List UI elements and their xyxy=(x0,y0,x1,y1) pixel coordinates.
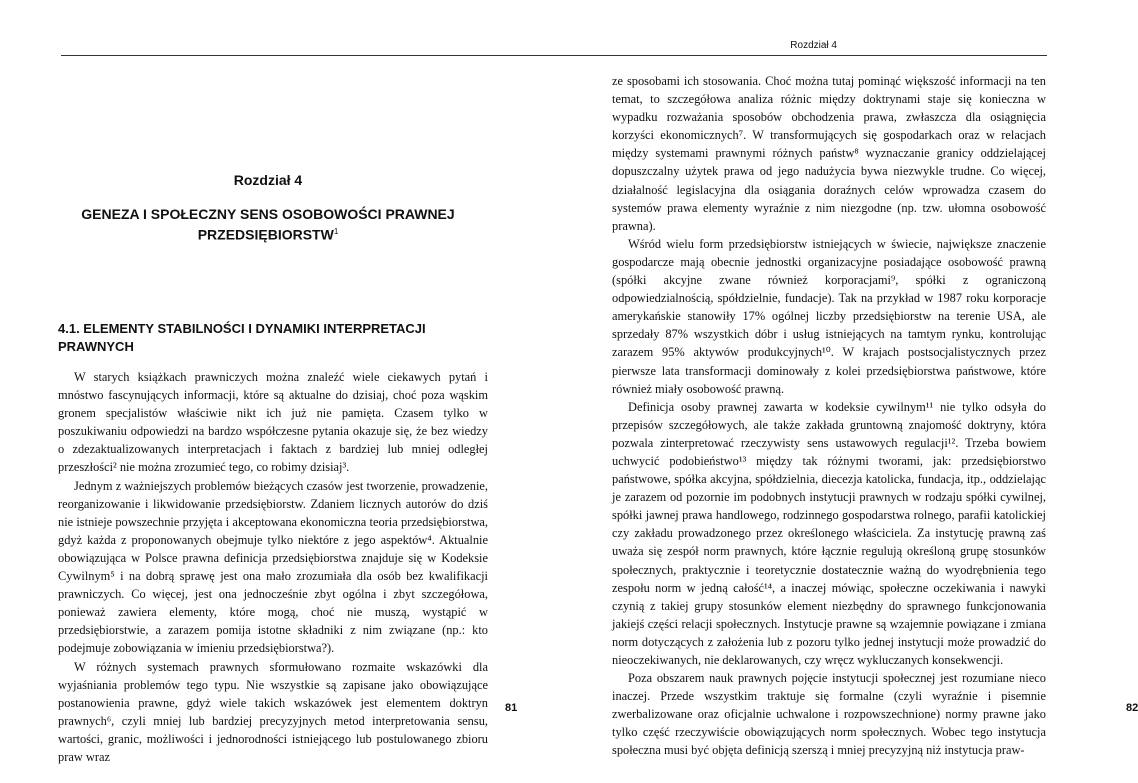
running-header-text: Rozdział 4 xyxy=(790,40,837,51)
paragraph: Definicja osoby prawnej zawarta w kodeksie cywilnym¹¹ nie tylko odsyła do przepisów szczegółowych, ale także zakłada gruntowną znajomość doktryny, która pozwala zinterpretować rzeczywisty sens ustawowych regulacji¹². Trzeba bowiem uchwycić podobieństwo¹³ między tak różnymi tworami, jak: przedsiębiorstwo państwowe, spółka akcyjna, spółdzielnia, diecezja katolicka, fundacja, itp., oddzielając je zarazem od pozornie im podobnych instytucji prawnych w rodzaju spółki cywilnej, spółki jawnej prawa handlowego, rodzinnego gospodarstwa rolnego, parafii katolickiej czy zakładu prowadzonego przez określonego właściciela. Za instytucję prawną zaś uważa się zespół norm prawnych, które łącznie regulują określoną grupę stosunków społecznych, praktycznie i teoretycznie dostatecznie ważną do wyodrębnienia tego zespołu norm w jedną całość¹⁴, a inaczej mówiąc, społeczne oczekiwania i nawyki czynią z takiej grupy stosunków element niezbędny do sprawnego funkcjonowania jakiejś części relacji społecznych. Instytucje prawne są wzajemnie powiązane i zmiana norm dotyczących z założenia lub z pozoru tylko jednej instytucji może prowadzić do nieoczekiwanych, nie deklarowanych, czy wręcz wykluczanych konsekwencji. xyxy=(612,399,1046,667)
chapter-title-line2-wrap xyxy=(58,223,478,244)
paragraph: W różnych systemach prawnych sformułowano rozmaite wskazówki dla wyjaśniania problemów tego typu. Nie wszystkie są zapisane jako obowiązujące postanowienia prawne, gdyż wiele takich wskazówek jest elementem doktryn prawnych⁶, czyli mniej lub bardziej precyzyjnych metod interpretowania sensu, wartości, granic, możliwości i jednorodności istniejącego lub postulowanego zbioru praw wraz xyxy=(58,659,488,764)
paragraph: W starych książkach prawniczych można znaleźć wiele ciekawych pytań i mnóstwo fascynujących informacji, które są aktualne do dzisiaj, choć poza wąskim gronem specjalistów właściwie nikt ich już nie pamięta. Czasem tylko w poszukiwaniu odpowiedzi na bardzo współczesne pytania okazuje się, że bez wiedzy o zdezaktualizowanych interpretacjach i faktach z bardziej lub mniej odległej przeszłości² nie można zrozumieć tego, co robimy dzisiaj³. xyxy=(58,370,488,475)
chapter-label: Rozdział 4 xyxy=(233,172,303,188)
right-body-text xyxy=(612,72,1046,760)
chapter-title-line2: PRZEDSIĘBIORSTW xyxy=(197,226,334,243)
paragraph: ze sposobami ich stosowania. Choć można tutaj pominąć większość informacji na ten temat, to szczegółowa analiza różnic między doktrynami staje się konieczna w wypadku rozważania sposobów obchodzenia prawa, zwłaszcza dla osiągnięcia korzyści ekonomicznych⁷. W transformujących się gospodarkach oraz w relacjach między systemami prawnymi różnych państw⁸ wyznaczanie granicy oddzielającej dopuszczalny użytek prawa od jego nadużycia bywa niezwykle trudne. Co więcej, działalność legislacyjna dla osiągania doraźnych celów wprowadza czasem do systemów prawa elementy wyraźnie z nim niezgodne (np. tzw. ułomna osobowość prawna). xyxy=(612,74,1046,233)
left-page xyxy=(0,0,550,783)
left-body-text xyxy=(58,368,488,766)
section-title-line2: PRAWNYCH xyxy=(58,339,134,354)
chapter-title-footnote: 1 xyxy=(333,227,339,236)
paragraph: Jednym z ważniejszych problemów bieżących czasów jest tworzenie, prowadzenie, reorganizowanie i likwidowanie przedsiębiorstw. Zdaniem licznych autorów do dziś nie istnieje powszechnie przyjęta i akceptowana ekonomiczna teoria przedsiębiorstwa, gdyż każda z proponowanych obejmuje tylko niektóre z jego aspektów⁴. Aktualnie obowiązująca w Polsce prawna definicja przedsiębiorstwa znajduje się w Kodeksie Cywilnym⁵ i na dobrą sprawę jest ona mało zrozumiała dla osób bez kwalifikacji prawniczych. Co więcej, jest ona jednocześnie zbyt ogólna i zbyt szczegółowa, ponieważ zawiera elementy, które mogą, choć nie muszą, wystąpić w przedsiębiorstwie, a zarazem pomija istotne składniki z nim związane (np.: kto podejmuje zobowiązania w imieniu przedsiębiorstwa?). xyxy=(58,478,488,656)
section-title-line1: 4.1. ELEMENTY STABILNOŚCI I DYNAMIKI INTERPRETACJI xyxy=(58,321,426,336)
page-number-left: 81 xyxy=(505,702,518,714)
paragraph: Wśród wielu form przedsiębiorstw istniejących w świecie, największe znaczenie gospodarcze mają obecnie jednostki organizacyjne posiadające osobowość prawną (spółki akcyjne zwane również korporacjami⁹, spółki z ograniczoną odpowiedzialnością, spółdzielnie, fundacje). Tak na przykład w 1987 roku korporacje amerykańskie stanowiły 17% ogólnej liczby przedsiębiorstw na terenie USA, ale sprzedały 87% wszystkich dóbr i usług istniejących na tamtym rynku, kontrolując zarazem 95% aktywów produkcyjnych¹⁰. W krajach postsocjalistycznych przez pierwsze lata transformacji dominowały z kolei przedsiębiorstwa państwowe, które również miały osobowość prawną. xyxy=(612,236,1046,396)
page-number-right: 82 xyxy=(1126,702,1138,714)
chapter-title-line1: GENEZA I SPOŁECZNY SENS OSOBOWOŚCI PRAWNEJ xyxy=(81,206,455,222)
paragraph: Poza obszarem nauk prawnych pojęcie instytucji społecznej jest rozumiane nieco inaczej. Przede wszystkim traktuje się formalne (czyli wyraźnie i pisemnie zwerbalizowane oraz oficjalnie uchwalone i rozpowszechnione) normy prawne jako tylko część rzeczywiście obowiązujących norm społecznych. Wobec tego instytucja społeczna musi być objęta definicją szerszą i mniej precyzyjną niż instytucja praw- xyxy=(612,671,1046,758)
chapter-title xyxy=(58,205,478,244)
section-title xyxy=(58,320,488,356)
